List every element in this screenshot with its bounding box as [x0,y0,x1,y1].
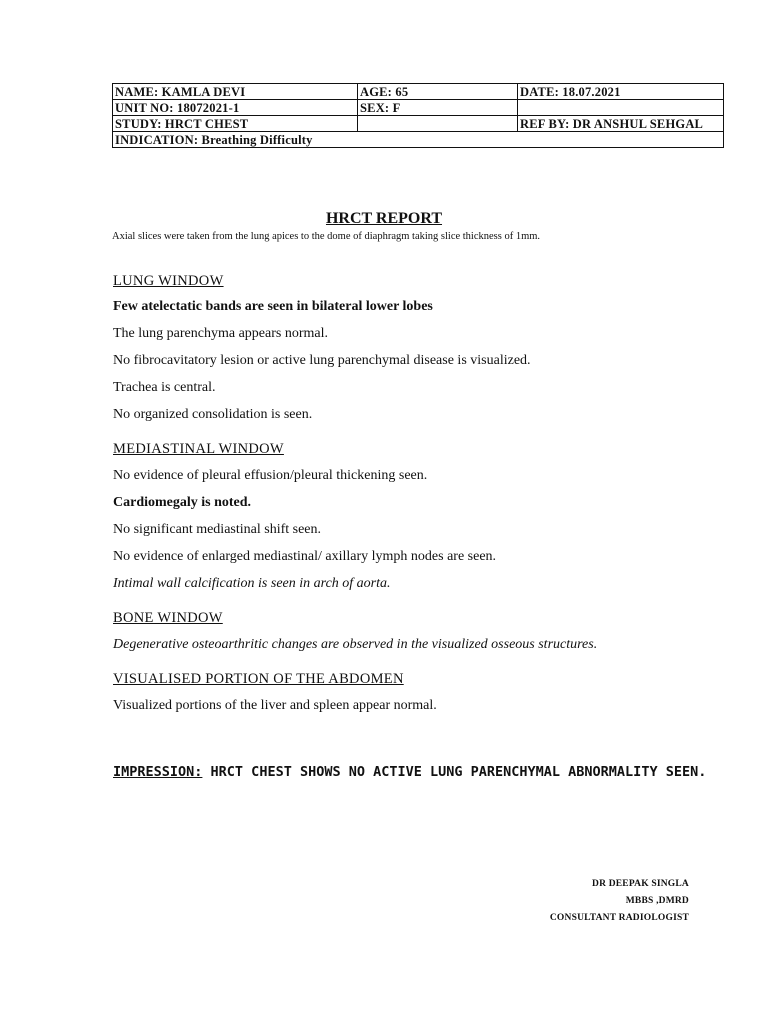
report-title: HRCT REPORT [325,210,443,227]
abdomen-finding: Visualized portions of the liver and spleen appear normal. [113,698,437,713]
mediastinal-finding: Cardiomegaly is noted. [113,495,252,510]
study-name: STUDY: HRCT CHEST [113,116,358,132]
report-intro: Axial slices were taken from the lung apices to the dome of diaphragm taking slice thickness of 1mm. [112,231,541,242]
table-row [113,100,724,116]
bone-window-heading: BONE WINDOW [113,610,223,626]
impression-label: IMPRESSION: [113,764,203,780]
patient-details-table [112,83,724,148]
table-row [113,84,724,100]
lung-finding: The lung parenchyma appears normal. [113,326,328,341]
unit-number: UNIT NO: 18072021-1 [113,100,358,116]
doctor-role: CONSULTANT RADIOLOGIST [549,913,689,923]
mediastinal-finding: No significant mediastinal shift seen. [113,522,322,537]
table-row [113,132,724,148]
patient-name: NAME: KAMLA DEVI [113,84,358,100]
lung-finding: Trachea is central. [113,380,216,395]
bone-finding: Degenerative osteoarthritic changes are observed in the visualized osseous structures. [113,637,598,652]
patient-age: AGE: 65 [358,84,518,100]
table-row [113,116,724,132]
patient-sex: SEX: F [358,100,518,116]
referred-by: REF BY: DR ANSHUL SEHGAL [518,116,724,132]
mediastinal-finding: No evidence of pleural effusion/pleural thickening seen. [113,468,428,483]
mediastinal-window-heading: MEDIASTINAL WINDOW [113,441,284,457]
empty-cell [358,116,518,132]
lung-finding: Few atelectatic bands are seen in bilateral lower lobes [113,299,433,314]
doctor-name: DR DEEPAK SINGLA [592,879,689,889]
indication: INDICATION: Breathing Difficulty [113,132,724,148]
signature-block [550,876,689,927]
impression-text: HRCT CHEST SHOWS NO ACTIVE LUNG PARENCHYMAL ABNORMALITY SEEN. [210,764,707,780]
mediastinal-finding: Intimal wall calcification is seen in arch of aorta. [113,576,391,591]
lung-window-heading: LUNG WINDOW [113,273,224,289]
doctor-degree: MBBS ,DMRD [625,896,689,906]
impression [113,763,713,782]
lung-finding: No organized consolidation is seen. [113,407,313,422]
mediastinal-finding: No evidence of enlarged mediastinal/ axillary lymph nodes are seen. [113,549,497,564]
lung-finding: No fibrocavitatory lesion or active lung parenchymal disease is visualized. [113,353,531,368]
report-date: DATE: 18.07.2021 [518,84,724,100]
abdomen-heading: VISUALISED PORTION OF THE ABDOMEN [113,671,404,687]
empty-cell [518,100,724,116]
